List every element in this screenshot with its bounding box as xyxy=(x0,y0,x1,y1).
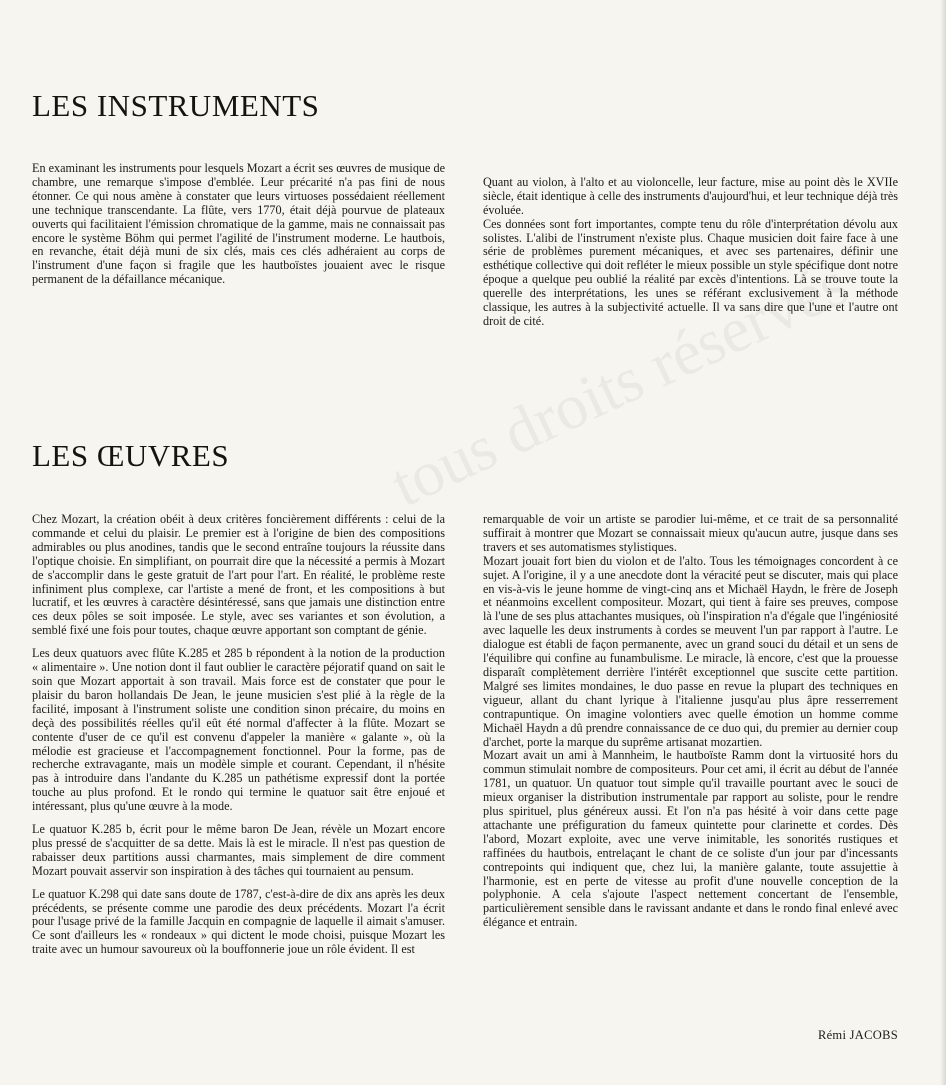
instruments-paragraph: En examinant les instruments pour lesquels Mozart a écrit ses œuvres de musique de chambre, une remarque s'impose d'emblée. Leur précarité n'a pas fini de nous étonner. Ce qui nous amène à constater que leurs virtuoses possédaient réellement une technique transcendante. La flûte, vers 1770, était déjà pourvue de plateaux ouverts qui facilitaient l'émission chromatique de la gamme, mais ne connaissait pas encore le système Böhm qui permet l'agilité de l'instrument moderne. Le hautbois, en revanche, était déjà muni de six clés, mais ces clés adhéraient au corps de l'instrument d'une façon si fragile que les hautboïstes jouaient avec le risque permanent de la défaillance mécanique. xyxy=(32,161,445,287)
oeuvres-left-column xyxy=(32,513,445,957)
instruments-paragraph: Quant au violon, à l'alto et au violoncelle, leur facture, mise au point dès le XVIIe siècle, était identique à celle des instruments d'aujourd'hui, et leur technique déjà très évoluée. Ces données sont fort importantes, compte tenu du rôle d'interprétation dévolu aux solistes. L'alibi de l'instrument n'existe plus. Chaque musicien doit faire face à une série de problèmes purement mécaniques, et avec ses partenaires, définir une esthétique collective qui doit refléter le mieux possible un style spécifique dont notre époque a quelque peu oublié la réalité par excès d'intentions. Là se trouve toute la querelle des interprétations, les unes se référant exclusivement à la méthode classique, les autres à la subjectivité actuelle. Il va sans dire que l'une et l'autre ont droit de cité. xyxy=(483,174,898,328)
oeuvres-paragraph: Les deux quatuors avec flûte K.285 et 285 b répondent à la notion de la production « alimentaire ». Une notion dont il faut oublier le caractère péjoratif quand on sait le soin que Mozart apportait à son travail. Mais force est de constater que pour le plaisir du baron hollandais De Jean, le jeune musicien s'est plié à la règle de la facilité, imposant à l'instrument soliste une condition sinon précaire, du moins en deçà des possibilités réelles qu'il eût été normal d'affecter à la flûte. Mozart se contente d'user de ce qu'il est convenu d'appeler la manière « galante », où la mélodie est gracieuse et l'accompagnement fonctionnel. Pour la forme, pas de recherche extravagante, mais un modèle simple et courant. Cependant, il n'hésite pas à introduire dans l'andante du K.285 un pathétisme expressif dont la portée touche au plus profond. Et le rondo qui termine le quatuor sait être enjoué et intéressant, plus qu'une œuvre à la mode. xyxy=(32,646,445,814)
section-title-oeuvres: LES ŒUVRES xyxy=(32,438,230,473)
oeuvres-paragraph: Mozart avait un ami à Mannheim, le hautboïste Ramm dont la virtuosité hors du commun stimulait nombre de compositeurs. Pour cet ami, il écrit au début de l'année 1781, un quatuor. Un quatuor tout simple qu'il travaille pourtant avec le souci de mieux organiser la distribution instrumentale par rapport au soliste, pour le rendre plus spirituel, plus généreux aussi. Et l'on n'a pas hésité à voir dans cette page attachante une préfiguration du fameux quintette pour clarinette et cordes. Dès l'abord, Mozart exploite, avec une verve inimitable, les sonorités rustiques et raffinées du hautbois, entrelaçant le chant de ce soliste d'un jour par d'incessants contrepoints qui indiquent que, chez lui, la manière galante, toute assujettie à l'harmonie, est en perte de vitesse au profit d'une nouvelle conception de la polyphonie. A cela s'ajoute l'aspect nettement concertant de l'ensemble, particulièrement sensible dans le ravissant andante et dans le rondo final enlevé avec élégance et entrain. xyxy=(483,748,898,930)
oeuvres-paragraph: Chez Mozart, la création obéit à deux critères foncièrement différents : celui de la commande et celui du plaisir. Le premier est à l'origine de bien des compositions admirables ou plus anodines, tandis que le second entraîne toujours la réussite dans l'optique choisie. En simplifiant, on pourrait dire que la nécessité a permis à Mozart de s'accomplir dans le geste gratuit de l'art pour l'art. En réalité, le problème reste infiniment plus complexe, car l'artiste a mené de front, et les compositions à but lucratif, et les œuvres à caractère désintéressé, sans que jamais une distinction entre ces deux pôles se soit imposée. Le style, avec ses variantes et son évolution, a semblé fixé une fois pour toutes, chaque œuvre apportant son comptant de génie. xyxy=(32,512,445,638)
author-signature: Rémi JACOBS xyxy=(817,1028,898,1042)
oeuvres-paragraph: remarquable de voir un artiste se parodier lui-même, et ce trait de sa personnalité suffirait à montrer que Mozart se connaissait mieux qu'aucun autre, jusque dans ses travers et ses automatismes stylistiques. xyxy=(483,512,898,554)
instruments-left-column xyxy=(32,162,445,287)
oeuvres-paragraph: Le quatuor K.285 b, écrit pour le même baron De Jean, révèle un Mozart encore plus pressé de s'acquitter de sa dette. Mais là est le miracle. Il n'est pas question de rabaisser deux partitions aussi charmantes, mais simplement de dire comment Mozart pouvait asservir son inspiration à des tâches qui tournaient au pensum. xyxy=(32,822,445,878)
page-edge-shadow xyxy=(940,0,946,1085)
oeuvres-right-column xyxy=(483,513,898,930)
instruments-right-column xyxy=(483,162,898,343)
oeuvres-paragraph: Mozart jouait fort bien du violon et de l'alto. Tous les témoignages concordent à ce sujet. A l'origine, il y a une anecdote dont la véracité peut se discuter, mais qui place en vis-à-vis le jeune homme de vingt-cinq ans et Michaël Haydn, le frère de Joseph et néanmoins excellent compositeur. Mozart, qui tient à faire ses preuves, compose là l'une de ses plus attachantes musiques, où l'inspiration n'a d'égale que l'ingéniosité avec laquelle les deux instruments à cordes se meuvent l'un par rapport à l'autre. Le dialogue est établi de façon permanente, avec un grand souci du détail et un sens de l'équilibre qui confine au funambulisme. Le miracle, là encore, c'est que la prouesse disparaît complètement derrière l'intérêt exceptionnel que suscite cette partition. Malgré ses limites mondaines, le duo passe en revue la plupart des techniques en vigueur, allant du chant lyrique à l'italienne jusqu'au plus âpre resserrement contrapuntique. On imagine volontiers avec quelle émotion un homme comme Michaël Haydn a dû prendre connaissance de ce duo qui, du premier au dernier coup d'archet, porte la marque du suprême artisanat mozartien. xyxy=(483,553,898,749)
section-title-instruments: LES INSTRUMENTS xyxy=(32,88,320,123)
oeuvres-paragraph: Le quatuor K.298 qui date sans doute de 1787, c'est-à-dire de dix ans après les deux précédents, se présente comme une parodie des deux précédents. Mozart l'a écrit pour l'usage privé de la famille Jacquin en compagnie de laquelle il aimait s'amuser. Ce sont d'ailleurs les « rondeaux » qui dictent le mode choisi, puisque Mozart les traite avec un humour savoureux où la bouffonnerie joue un rôle évident. Il est xyxy=(32,886,445,957)
